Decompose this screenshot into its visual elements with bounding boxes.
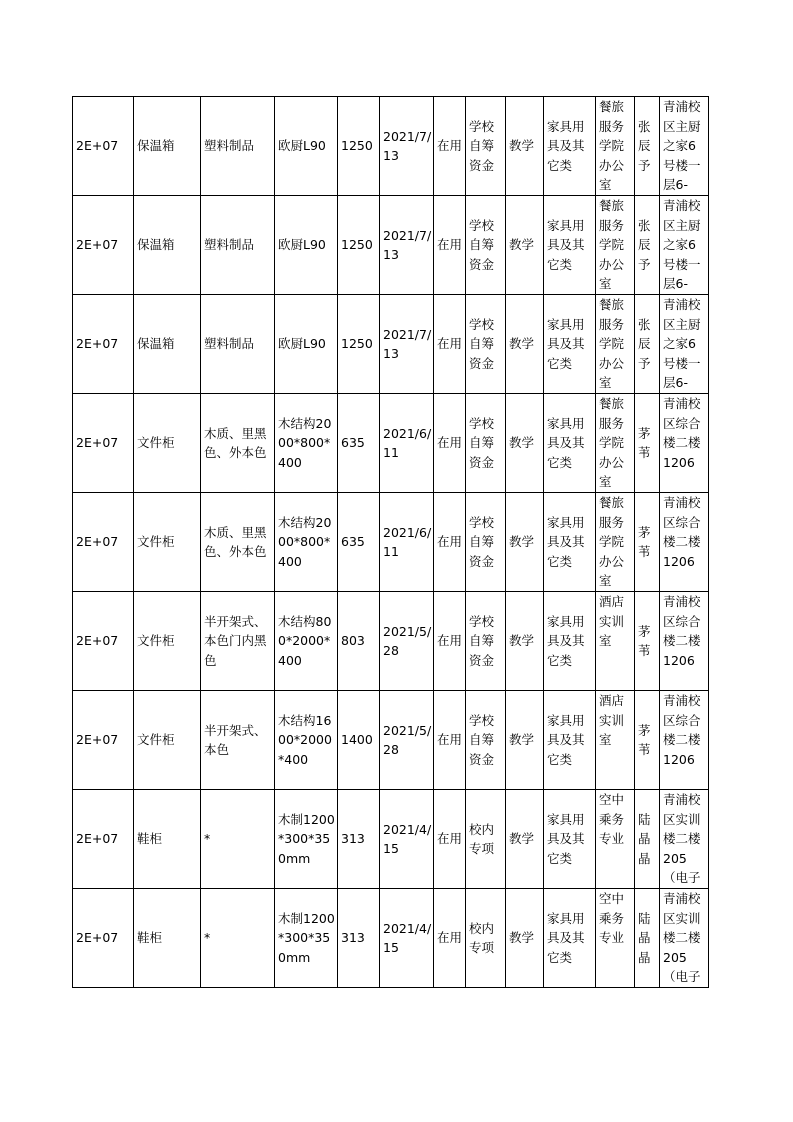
- cell-spec: *: [201, 889, 275, 988]
- cell-acquire-date: 2021/7/13: [380, 295, 434, 394]
- cell-text: 酒店实训室: [599, 693, 625, 747]
- cell-model: 木结构1600*2000*400: [275, 691, 338, 790]
- cell-location: [660, 889, 709, 988]
- cell-text: 青浦校区主厨之家6号楼一层6-: [663, 297, 701, 390]
- cell-category: 家具用具及其它类: [544, 889, 596, 988]
- cell-text: 酒店实训室: [599, 594, 625, 648]
- cell-status: 在用: [434, 97, 466, 196]
- cell-usage: 教学: [506, 691, 544, 790]
- cell-department: [596, 790, 635, 889]
- cell-fund-source: 学校自筹资金: [466, 97, 506, 196]
- cell-department: [596, 691, 635, 790]
- cell-location: [660, 196, 709, 295]
- cell-category: 家具用具及其它类: [544, 97, 596, 196]
- cell-text: 青浦校区实训楼二楼205（电子: [663, 891, 701, 984]
- cell-price: 635: [338, 493, 380, 592]
- cell-acquire-date: 2021/7/13: [380, 196, 434, 295]
- cell-text: 青浦校区综合楼二楼1206: [663, 594, 701, 668]
- cell-usage: 教学: [506, 394, 544, 493]
- table-row: [73, 889, 709, 988]
- cell-text: 青浦校区主厨之家6号楼一层6-: [663, 99, 701, 192]
- cell-asset-code: 2E+07: [73, 295, 134, 394]
- cell-status: 在用: [434, 790, 466, 889]
- cell-fund-source: 学校自筹资金: [466, 394, 506, 493]
- cell-status: 在用: [434, 493, 466, 592]
- cell-asset-name: 保温箱: [134, 196, 201, 295]
- cell-model: 木结构800*2000*400: [275, 592, 338, 691]
- cell-department: [596, 394, 635, 493]
- cell-status: 在用: [434, 295, 466, 394]
- cell-category: 家具用具及其它类: [544, 691, 596, 790]
- cell-department: [596, 493, 635, 592]
- table-row: [73, 691, 709, 790]
- cell-spec: 木质、里黑色、外本色: [201, 493, 275, 592]
- cell-text: 餐旅服务学院办公室: [599, 297, 625, 390]
- cell-asset-code: 2E+07: [73, 196, 134, 295]
- table-row: [73, 790, 709, 889]
- cell-asset-name: 保温箱: [134, 295, 201, 394]
- cell-custodian: 茅苇: [635, 493, 660, 592]
- cell-status: 在用: [434, 196, 466, 295]
- cell-custodian: 茅苇: [635, 394, 660, 493]
- cell-text: 餐旅服务学院办公室: [599, 495, 625, 588]
- cell-price: 1250: [338, 295, 380, 394]
- cell-location: [660, 97, 709, 196]
- cell-location: [660, 790, 709, 889]
- cell-department: [596, 196, 635, 295]
- cell-price: 803: [338, 592, 380, 691]
- cell-text: 空中乘务专业: [599, 891, 625, 945]
- cell-location: [660, 493, 709, 592]
- cell-category: 家具用具及其它类: [544, 493, 596, 592]
- cell-model: 木结构2000*800*400: [275, 493, 338, 592]
- cell-custodian: 陆晶晶: [635, 889, 660, 988]
- cell-model: 欧厨L90: [275, 196, 338, 295]
- cell-category: 家具用具及其它类: [544, 592, 596, 691]
- table-body: [73, 97, 709, 988]
- cell-fund-source: 学校自筹资金: [466, 295, 506, 394]
- cell-usage: 教学: [506, 295, 544, 394]
- cell-custodian: 张辰予: [635, 97, 660, 196]
- cell-usage: 教学: [506, 196, 544, 295]
- cell-asset-name: 鞋柜: [134, 889, 201, 988]
- cell-text: 餐旅服务学院办公室: [599, 198, 625, 291]
- cell-fund-source: 校内专项: [466, 790, 506, 889]
- cell-price: 313: [338, 889, 380, 988]
- cell-acquire-date: 2021/4/15: [380, 790, 434, 889]
- cell-text: 青浦校区实训楼二楼205（电子: [663, 792, 701, 885]
- cell-spec: *: [201, 790, 275, 889]
- cell-spec: 塑料制品: [201, 97, 275, 196]
- cell-status: 在用: [434, 889, 466, 988]
- cell-text: 空中乘务专业: [599, 792, 625, 846]
- cell-price: 313: [338, 790, 380, 889]
- table-row: [73, 493, 709, 592]
- cell-acquire-date: 2021/6/11: [380, 493, 434, 592]
- cell-acquire-date: 2021/6/11: [380, 394, 434, 493]
- cell-usage: 教学: [506, 889, 544, 988]
- cell-text: 青浦校区主厨之家6号楼一层6-: [663, 198, 701, 291]
- table-row: [73, 295, 709, 394]
- cell-location: [660, 691, 709, 790]
- cell-custodian: 茅苇: [635, 592, 660, 691]
- cell-asset-code: 2E+07: [73, 691, 134, 790]
- cell-asset-name: 文件柜: [134, 592, 201, 691]
- cell-custodian: 陆晶晶: [635, 790, 660, 889]
- cell-acquire-date: 2021/7/13: [380, 97, 434, 196]
- cell-text: 青浦校区综合楼二楼1206: [663, 495, 701, 569]
- cell-location: [660, 394, 709, 493]
- cell-price: 1250: [338, 196, 380, 295]
- cell-usage: 教学: [506, 592, 544, 691]
- cell-department: [596, 97, 635, 196]
- cell-spec: 塑料制品: [201, 295, 275, 394]
- cell-text: 青浦校区综合楼二楼1206: [663, 693, 701, 767]
- cell-asset-code: 2E+07: [73, 790, 134, 889]
- cell-price: 635: [338, 394, 380, 493]
- cell-fund-source: 校内专项: [466, 889, 506, 988]
- cell-asset-code: 2E+07: [73, 493, 134, 592]
- cell-spec: 木质、里黑色、外本色: [201, 394, 275, 493]
- cell-asset-name: 保温箱: [134, 97, 201, 196]
- cell-usage: 教学: [506, 790, 544, 889]
- cell-category: 家具用具及其它类: [544, 196, 596, 295]
- cell-status: 在用: [434, 394, 466, 493]
- cell-department: [596, 592, 635, 691]
- cell-usage: 教学: [506, 97, 544, 196]
- cell-text: 餐旅服务学院办公室: [599, 396, 625, 489]
- cell-acquire-date: 2021/4/15: [380, 889, 434, 988]
- cell-custodian: 张辰予: [635, 295, 660, 394]
- cell-asset-name: 文件柜: [134, 394, 201, 493]
- cell-location: [660, 295, 709, 394]
- cell-spec: 半开架式、本色: [201, 691, 275, 790]
- table-row: [73, 592, 709, 691]
- cell-department: [596, 889, 635, 988]
- cell-status: 在用: [434, 691, 466, 790]
- cell-acquire-date: 2021/5/28: [380, 592, 434, 691]
- cell-price: 1250: [338, 97, 380, 196]
- cell-model: 木制1200*300*350mm: [275, 889, 338, 988]
- cell-spec: 塑料制品: [201, 196, 275, 295]
- cell-model: 欧厨L90: [275, 97, 338, 196]
- asset-table: [72, 96, 709, 988]
- table-row: [73, 196, 709, 295]
- cell-acquire-date: 2021/5/28: [380, 691, 434, 790]
- cell-asset-code: 2E+07: [73, 592, 134, 691]
- cell-spec: 半开架式、本色门内黑色: [201, 592, 275, 691]
- cell-model: 木制1200*300*350mm: [275, 790, 338, 889]
- cell-asset-name: 鞋柜: [134, 790, 201, 889]
- cell-text: 餐旅服务学院办公室: [599, 99, 625, 192]
- cell-usage: 教学: [506, 493, 544, 592]
- cell-price: 1400: [338, 691, 380, 790]
- cell-location: [660, 592, 709, 691]
- cell-fund-source: 学校自筹资金: [466, 592, 506, 691]
- cell-asset-name: 文件柜: [134, 493, 201, 592]
- table-row: [73, 394, 709, 493]
- cell-category: 家具用具及其它类: [544, 790, 596, 889]
- cell-asset-code: 2E+07: [73, 889, 134, 988]
- table-row: [73, 97, 709, 196]
- cell-fund-source: 学校自筹资金: [466, 196, 506, 295]
- cell-custodian: 茅苇: [635, 691, 660, 790]
- cell-fund-source: 学校自筹资金: [466, 493, 506, 592]
- cell-asset-name: 文件柜: [134, 691, 201, 790]
- cell-asset-code: 2E+07: [73, 394, 134, 493]
- cell-asset-code: 2E+07: [73, 97, 134, 196]
- cell-category: 家具用具及其它类: [544, 394, 596, 493]
- cell-model: 欧厨L90: [275, 295, 338, 394]
- cell-text: 青浦校区综合楼二楼1206: [663, 396, 701, 470]
- cell-department: [596, 295, 635, 394]
- cell-status: 在用: [434, 592, 466, 691]
- cell-category: 家具用具及其它类: [544, 295, 596, 394]
- cell-fund-source: 学校自筹资金: [466, 691, 506, 790]
- cell-model: 木结构2000*800*400: [275, 394, 338, 493]
- cell-custodian: 张辰予: [635, 196, 660, 295]
